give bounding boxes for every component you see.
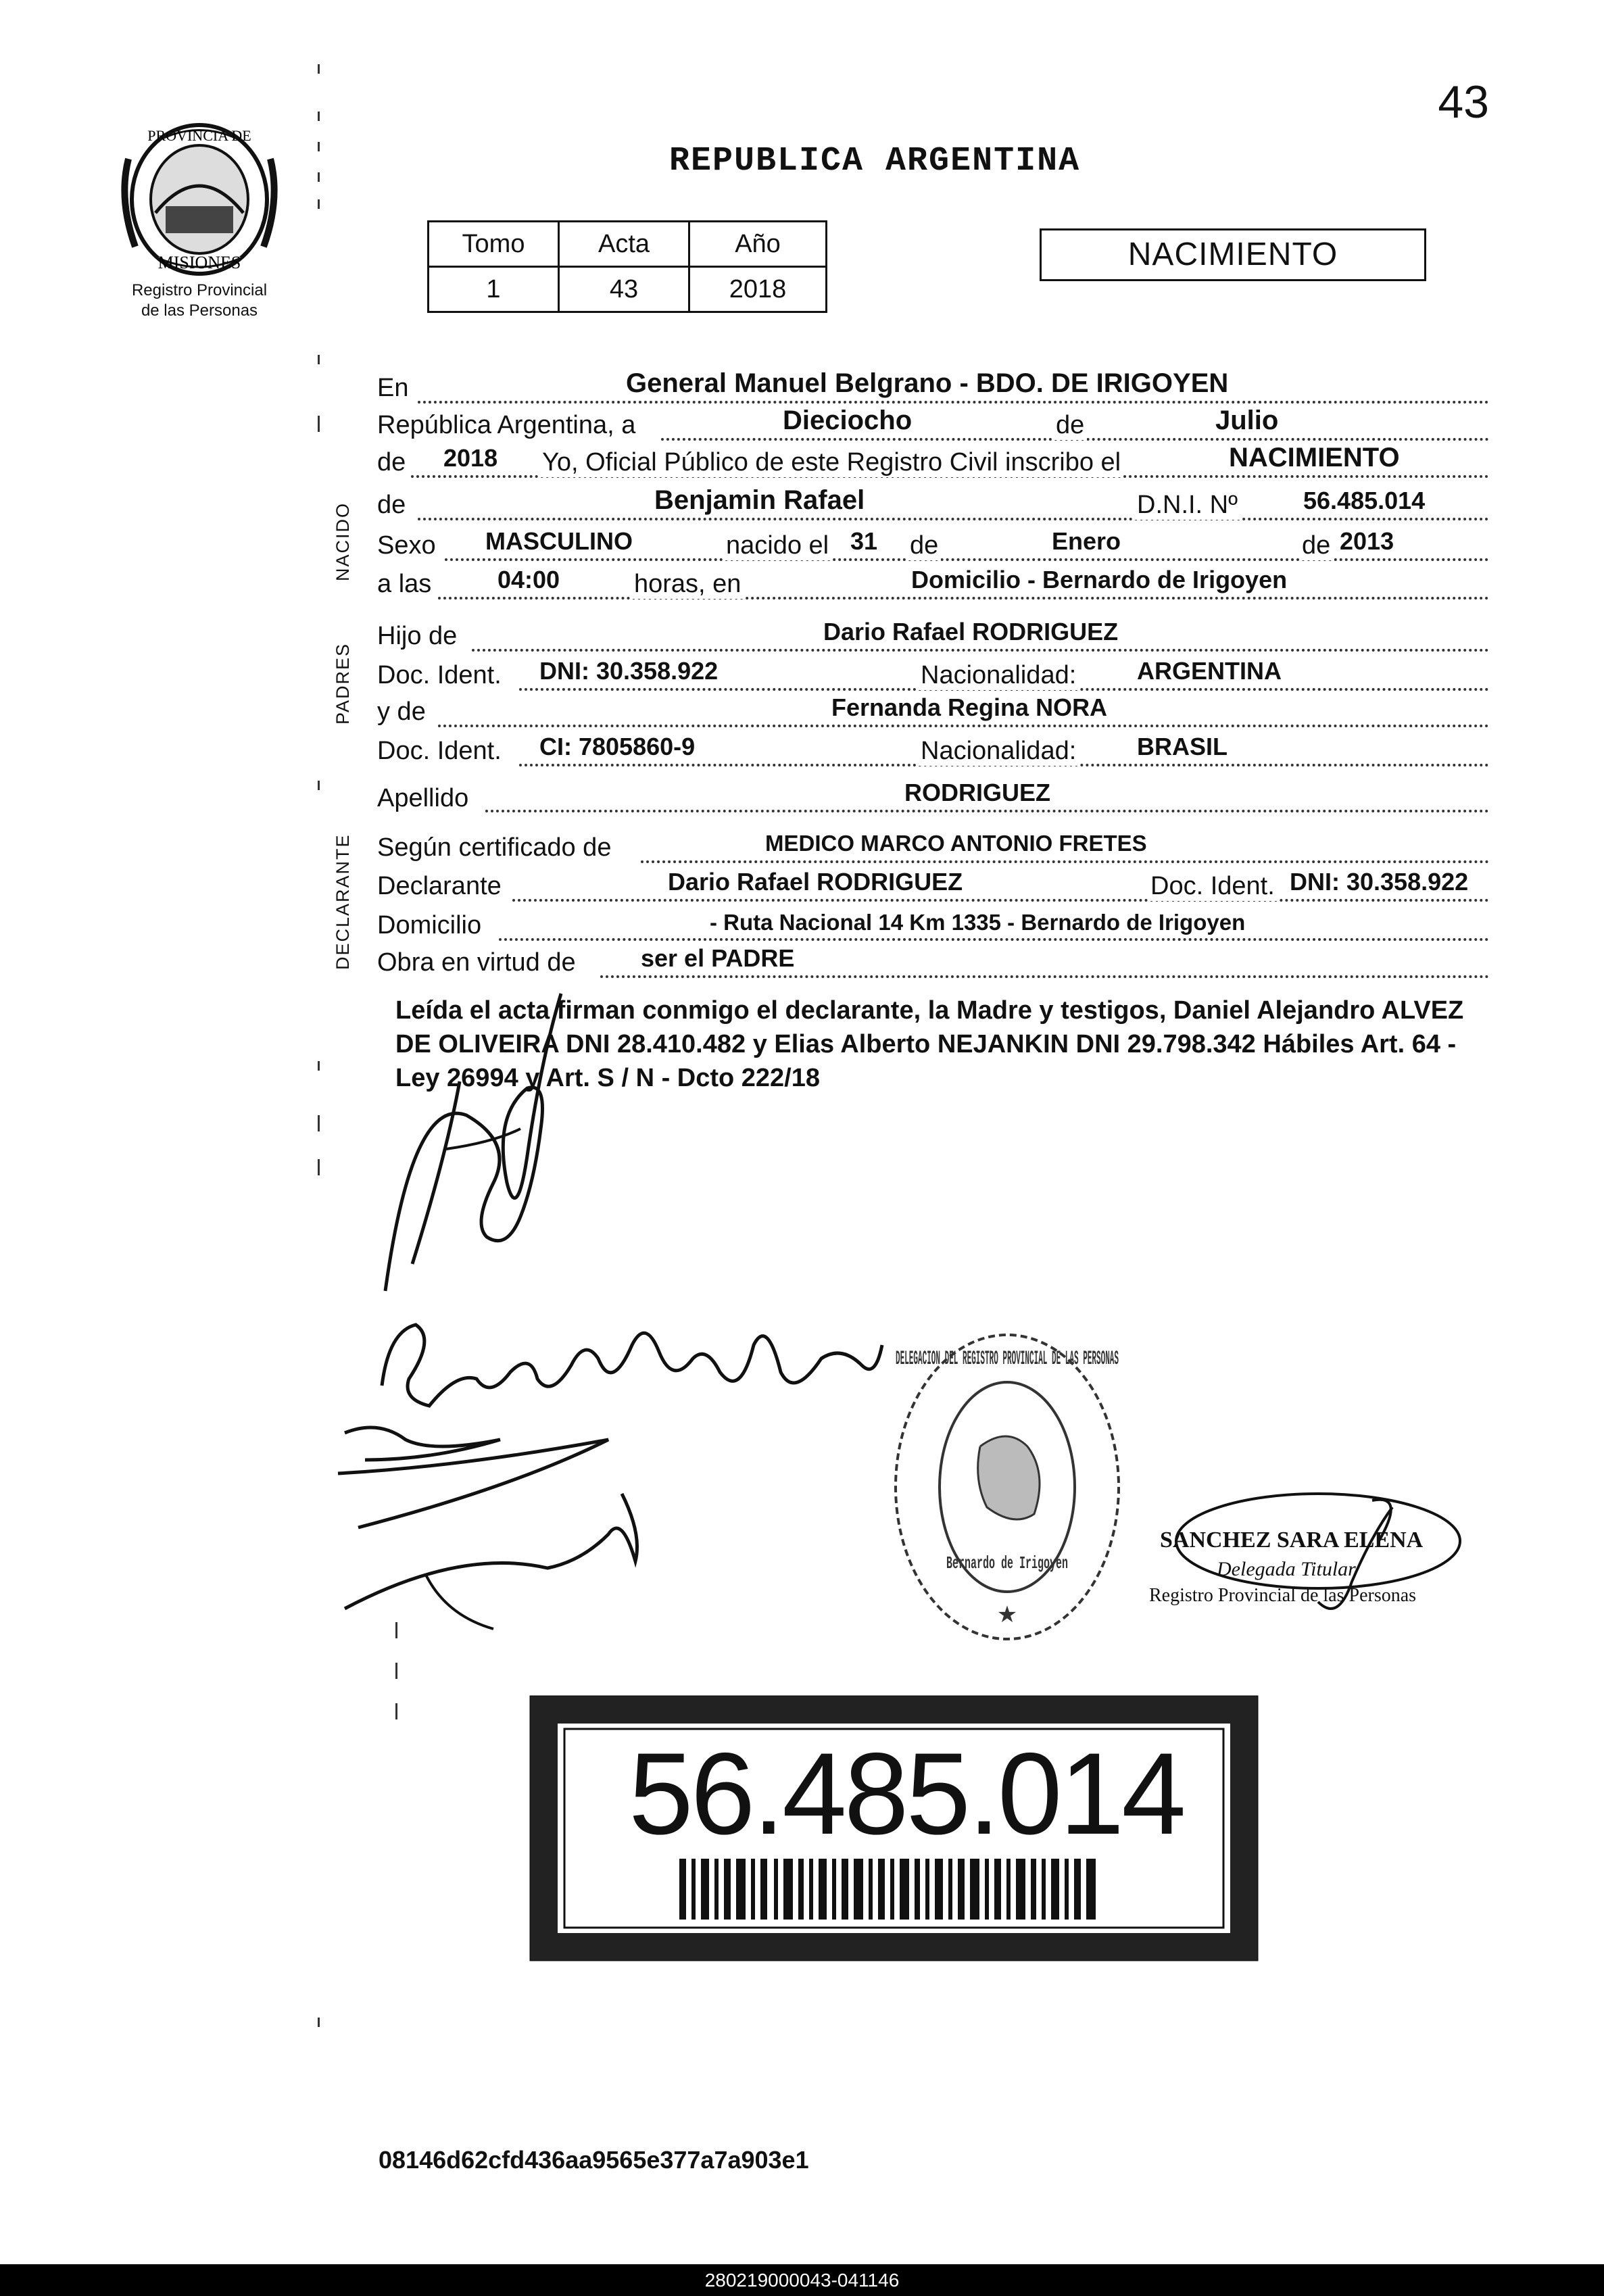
row-hijo <box>377 616 1489 657</box>
nacido-mes: Enero <box>1052 527 1121 555</box>
row-madre <box>377 692 1489 733</box>
dotted-line <box>600 975 1489 978</box>
tomo-value: 1 <box>429 267 559 312</box>
row-nombre <box>377 485 1489 526</box>
margin-tick <box>395 1703 397 1719</box>
logo-bottom-text: MISIONES <box>157 253 241 272</box>
certificado-label: Según certificado de <box>377 833 612 862</box>
province-seal-logo <box>115 118 284 280</box>
closing-paragraph: Leída el acta firman conmigo el declarante, la Madre y testigos, Daniel Alejandro ALVEZ DE OLIVEIRA DNI 28.410.482 y Elias Alberto NEJANKIN DNI 29.798.342 Hábiles Art. 64 - Ley 26994 y Art. S / N - Dcto 222/18 <box>395 996 1464 1092</box>
delegation-round-stamp <box>885 1325 1129 1649</box>
barcode-number: 56.485.014 <box>629 1729 1184 1859</box>
de4-label: de <box>907 531 941 560</box>
dotted-line <box>512 899 1489 902</box>
mes-value: Julio <box>1215 406 1279 435</box>
record-table <box>427 220 827 313</box>
nac2-value: BRASIL <box>1137 733 1228 760</box>
padre-value: Dario Rafael RODRIGUEZ <box>823 618 1119 645</box>
margin-tick <box>318 1061 320 1071</box>
sexo-label: Sexo <box>377 531 436 560</box>
signature-declarante <box>372 980 615 1291</box>
margin-tick <box>318 172 320 182</box>
lugar-value: Domicilio - Bernardo de Irigoyen <box>911 566 1288 593</box>
footer-code-bar: 280219000043-041146 <box>0 2264 1604 2296</box>
apellido-value: RODRIGUEZ <box>904 779 1050 806</box>
round-stamp-inner-text: Bernardo de Irigoyen <box>946 1553 1068 1573</box>
dni-label: D.N.I. Nº <box>1134 491 1240 520</box>
declarante-label: Declarante <box>377 872 502 900</box>
yo-label: Yo, Oficial Público de este Registro Civil inscribo el <box>539 448 1123 477</box>
doc3-label: Doc. Ident. <box>1148 872 1278 901</box>
dotted-line <box>472 649 1489 652</box>
row-certificado <box>377 828 1489 869</box>
dotted-line <box>438 597 1489 600</box>
signature-mother <box>375 1296 889 1419</box>
signature-official <box>1149 1480 1474 1649</box>
document-hash: 08146d62cfd436aa9565e377a7a903e1 <box>379 2146 809 2174</box>
horas-label: horas, en <box>631 570 744 599</box>
dotted-line <box>418 401 1489 404</box>
margin-tick <box>318 142 320 151</box>
logo-caption-line-1: Registro Provincial <box>131 281 268 299</box>
declarante-value: Dario Rafael RODRIGUEZ <box>668 868 963 896</box>
signature-mother-text: Fernanda Regina Nora <box>375 1296 485 1307</box>
row-inscribo <box>377 443 1489 483</box>
en-label: En <box>377 374 409 402</box>
logo-caption-line-2: de las Personas <box>141 301 258 320</box>
official-registry: Registro Provincial de las Personas <box>1149 1585 1417 1606</box>
margin-tick <box>318 416 320 432</box>
nac1-label: Nacionalidad: <box>918 661 1079 690</box>
margin-tick <box>318 112 320 121</box>
document-title: REPUBLICA ARGENTINA <box>669 142 1081 180</box>
apellido-label: Apellido <box>377 784 469 812</box>
row-apellido <box>377 777 1489 818</box>
margin-tick <box>318 1159 320 1175</box>
official-stamp <box>1149 1521 1474 1656</box>
doc2-label: Doc. Ident. <box>377 737 502 765</box>
nombre-value: Benjamin Rafael <box>654 485 865 515</box>
signature-witness-1 <box>324 1413 662 1636</box>
nac1-value: ARGENTINA <box>1137 657 1282 685</box>
logo-top-text: PROVINCIA DE <box>147 127 251 144</box>
official-role: Delegada Titular <box>1217 1558 1356 1580</box>
row-fecha <box>377 406 1489 446</box>
republica-label: República Argentina, a <box>377 411 636 439</box>
domicilio-label: Domicilio <box>377 911 482 939</box>
row-sexo <box>377 526 1489 566</box>
margin-tick <box>318 64 320 74</box>
doc1-value: DNI: 30.358.922 <box>539 657 719 685</box>
dotted-line <box>499 938 1489 941</box>
margin-tick <box>318 1115 320 1131</box>
anio-header: Año <box>689 222 827 267</box>
doc1-label: Doc. Ident. <box>377 661 502 689</box>
nacido-anio: 2013 <box>1340 527 1394 555</box>
margin-tick <box>318 781 320 790</box>
anio-value: 2018 <box>689 267 827 312</box>
side-label-padres: PADRES <box>333 642 353 725</box>
doc2-value: CI: 7805860-9 <box>539 733 696 760</box>
dia-value: Dieciocho <box>783 406 913 435</box>
domicilio-value: - Ruta Nacional 14 Km 1335 - Bernardo de Irigoyen <box>710 910 1246 935</box>
margin-tick <box>318 355 320 364</box>
de-label: de <box>1053 411 1087 440</box>
sexo-value: MASCULINO <box>485 527 633 555</box>
row-doc1 <box>377 656 1489 696</box>
madre-value: Fernanda Regina NORA <box>831 693 1108 721</box>
star-icon: ★ <box>996 1602 1018 1628</box>
side-label-nacido: NACIDO <box>333 502 353 581</box>
row-en <box>377 368 1489 409</box>
dotted-line <box>485 810 1489 812</box>
row-obra <box>377 943 1489 983</box>
acta-header: Acta <box>559 222 689 267</box>
margin-tick <box>395 1663 397 1679</box>
hijo-label: Hijo de <box>377 622 458 650</box>
certificado-value: MEDICO MARCO ANTONIO FRETES <box>765 831 1147 856</box>
nacido-dia: 31 <box>850 527 878 555</box>
de3-label: de <box>377 491 406 519</box>
dotted-line <box>641 860 1489 863</box>
row-doc2 <box>377 731 1489 772</box>
nac2-label: Nacionalidad: <box>918 737 1079 766</box>
official-name: SANCHEZ SARA ELENA <box>1160 1528 1424 1553</box>
anio-inscripcion: 2018 <box>443 444 498 472</box>
hora-value: 04:00 <box>497 566 560 593</box>
dotted-line <box>418 518 1489 520</box>
obra-label: Obra en virtud de <box>377 948 576 977</box>
row-domicilio <box>377 906 1489 946</box>
tomo-header: Tomo <box>429 222 559 267</box>
page-number: 43 <box>1438 76 1489 128</box>
de2-label: de <box>377 448 406 477</box>
inscribo-value: NACIMIENTO <box>1229 443 1400 472</box>
a-las-label: a las <box>377 570 432 598</box>
margin-tick <box>318 199 320 209</box>
dni-value: 56.485.014 <box>1303 487 1426 514</box>
doc3-value: DNI: 30.358.922 <box>1290 868 1469 896</box>
acta-value: 43 <box>559 267 689 312</box>
row-hora <box>377 564 1489 605</box>
obra-value: ser el PADRE <box>641 944 795 972</box>
row-declarante <box>377 866 1489 907</box>
de5-label: de <box>1299 531 1333 560</box>
dotted-line <box>438 725 1489 727</box>
side-label-declarante: DECLARANTE <box>333 833 353 970</box>
record-type-box: NACIMIENTO <box>1040 228 1426 281</box>
logo-caption <box>101 280 297 321</box>
round-stamp-outer-text: DELEGACION DEL REGISTRO PROVINCIAL DE LAS PERSONAS <box>896 1348 1119 1371</box>
en-value: General Manuel Belgrano - BDO. DE IRIGOYEN <box>626 368 1229 398</box>
margin-tick <box>318 2018 320 2027</box>
yde-label: y de <box>377 698 426 726</box>
nacido-label: nacido el <box>723 531 831 560</box>
